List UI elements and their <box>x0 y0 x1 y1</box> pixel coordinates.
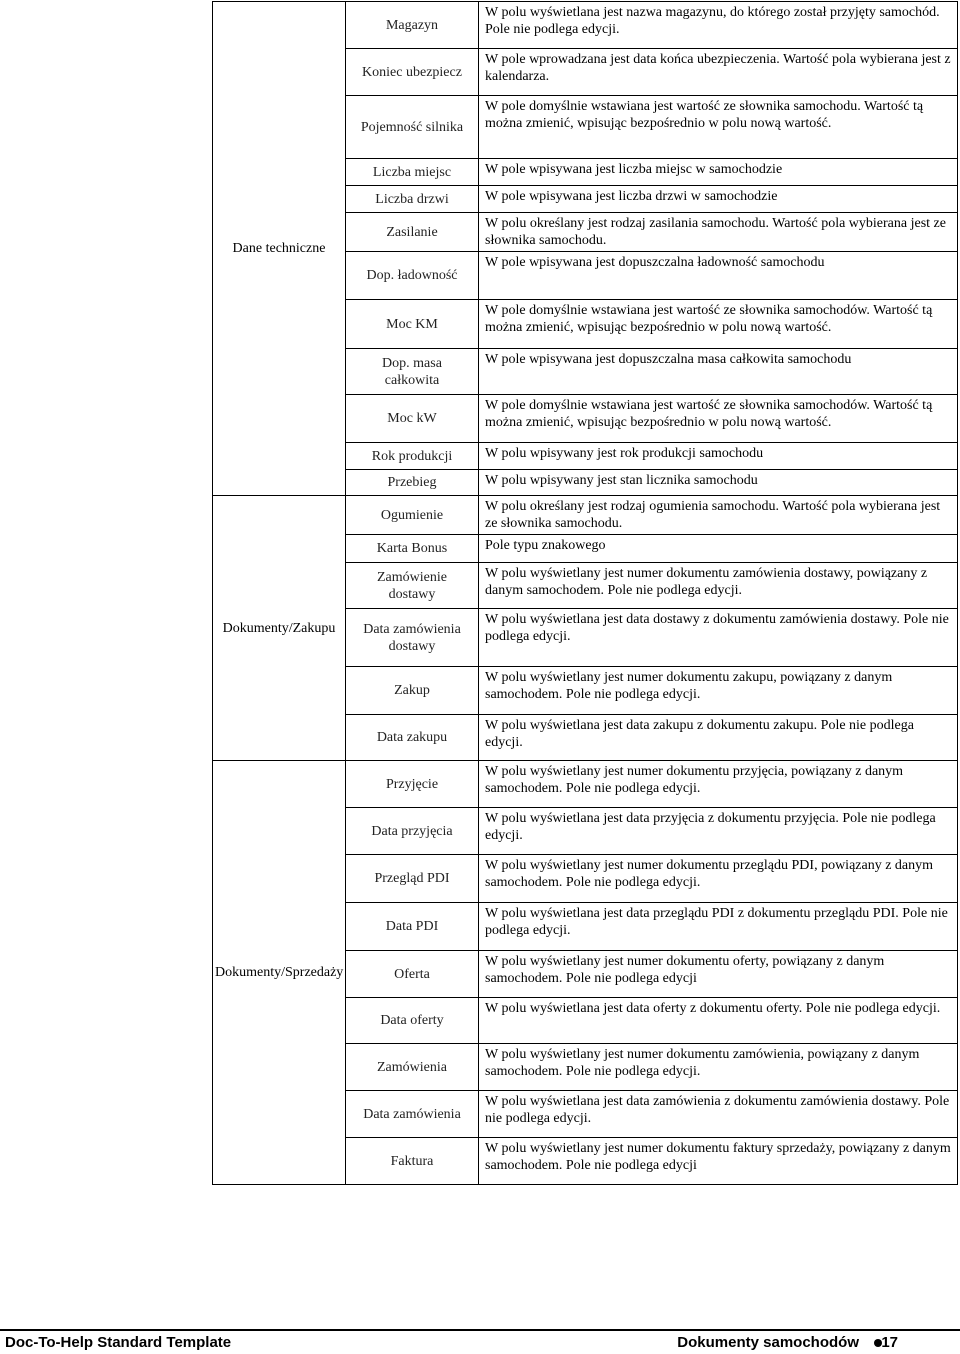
field-name-cell: Liczba drzwi <box>346 186 479 213</box>
field-description-cell: W polu wyświetlana jest data przyjęcia z dokumentu przyjęcia. Pole nie podlega edycji. <box>479 808 958 855</box>
field-name-cell: Przyjęcie <box>346 761 479 808</box>
field-name-cell: Karta Bonus <box>346 535 479 563</box>
group-cell: Dokumenty/Sprzedaży <box>213 761 346 1185</box>
field-description-cell: W pole wpisywana jest dopuszczalna masa całkowita samochodu <box>479 349 958 395</box>
field-name-cell: Rok produkcji <box>346 443 479 470</box>
field-description-cell: W polu wyświetlana jest data oferty z dokumentu oferty. Pole nie podlega edycji. <box>479 998 958 1044</box>
field-name-cell: Dop. ładowność <box>346 252 479 300</box>
field-name-cell: Pojemność silnika <box>346 96 479 159</box>
field-name-cell: Moc KM <box>346 300 479 349</box>
field-description-cell: W pole wprowadzana jest data końca ubezpieczenia. Wartość pola wybierana jest z kalendarza. <box>479 49 958 96</box>
field-name-cell: Magazyn <box>346 2 479 49</box>
field-description-table <box>212 1 958 1185</box>
field-name-cell: Przegląd PDI <box>346 855 479 903</box>
field-name-cell: Data zamówienia <box>346 1091 479 1138</box>
field-description-cell: W polu wyświetlana jest data przeglądu PDI z dokumentu przeglądu PDI. Pole nie podlega edycji. <box>479 903 958 951</box>
field-description-cell: W polu wyświetlany jest numer dokumentu oferty, powiązany z danym samochodem. Pole nie podlega edycji <box>479 951 958 998</box>
field-name-cell: Ogumienie <box>346 496 479 535</box>
field-name-cell: Dop. masa całkowita <box>346 349 479 395</box>
field-description-cell: W pole domyślnie wstawiana jest wartość ze słownika samochodów. Wartość tą można zmienić, wpisując bezpośrednio w polu nową wartość. <box>479 395 958 443</box>
group-cell: Dokumenty/Zakupu <box>213 496 346 761</box>
field-description-cell: W pole domyślnie wstawiana jest wartość ze słownika samochodu. Wartość tą można zmienić, wpisując bezpośrednio w polu nową wartość. <box>479 96 958 159</box>
table-row <box>213 761 958 808</box>
field-description-cell: Pole typu znakowego <box>479 535 958 563</box>
footer-template-name: Doc-To-Help Standard Template <box>5 1334 232 1351</box>
field-name-cell: Data PDI <box>346 903 479 951</box>
group-cell: Dane techniczne <box>213 2 346 496</box>
table-row <box>213 2 958 49</box>
field-name-cell: Faktura <box>346 1138 479 1185</box>
field-description-cell: W polu wyświetlana jest data dostawy z dokumentu zamówienia dostawy. Pole nie podlega edycji. <box>479 609 958 667</box>
field-description-cell: W polu wyświetlany jest numer dokumentu przeglądu PDI, powiązany z danym samochodem. Pole nie podlega edycji. <box>479 855 958 903</box>
field-description-cell: W polu wyświetlany jest numer dokumentu przyjęcia, powiązany z danym samochodem. Pole nie podlega edycji. <box>479 761 958 808</box>
field-name-cell: Koniec ubezpiecz <box>346 49 479 96</box>
field-name-cell: Oferta <box>346 951 479 998</box>
field-description-cell: W polu wyświetlana jest nazwa magazynu, do którego został przyjęty samochód. Pole nie podlega edycji. <box>479 2 958 49</box>
page-number: 17 <box>881 1334 898 1351</box>
field-description-cell: W polu określany jest rodzaj ogumienia samochodu. Wartość pola wybierana jest ze słownika samochodu. <box>479 496 958 535</box>
field-description-cell: W pole wpisywana jest liczba drzwi w samochodzie <box>479 186 958 213</box>
field-description-cell: W polu wyświetlany jest numer dokumentu faktury sprzedaży, powiązany z danym samochodem. Pole nie podlega edycji <box>479 1138 958 1185</box>
field-name-cell: Data zakupu <box>346 715 479 761</box>
field-name-cell: Moc kW <box>346 395 479 443</box>
field-name-cell: Zamówienie dostawy <box>346 563 479 609</box>
field-description-cell: W polu wyświetlany jest numer dokumentu zamówienia, powiązany z danym samochodem. Pole nie podlega edycji. <box>479 1044 958 1091</box>
field-description-cell: W polu wyświetlana jest data zamówienia z dokumentu zamówienia dostawy. Pole nie podlega edycji. <box>479 1091 958 1138</box>
footer-chapter-title: Dokumenty samochodów <box>677 1334 859 1351</box>
field-description-cell: W polu wyświetlana jest data zakupu z dokumentu zakupu. Pole nie podlega edycji. <box>479 715 958 761</box>
field-name-cell: Data przyjęcia <box>346 808 479 855</box>
field-name-cell: Liczba miejsc <box>346 159 479 186</box>
table-row <box>213 496 958 535</box>
field-description-cell: W pole wpisywana jest liczba miejsc w samochodzie <box>479 159 958 186</box>
field-name-cell: Zamówienia <box>346 1044 479 1091</box>
field-description-cell: W pole wpisywana jest dopuszczalna ładowność samochodu <box>479 252 958 300</box>
page-footer <box>0 1329 960 1353</box>
field-description-cell: W polu określany jest rodzaj zasilania samochodu. Wartość pola wybierana jest ze słownika samochodu. <box>479 213 958 252</box>
field-name-cell: Zakup <box>346 667 479 715</box>
field-name-cell: Data zamówienia dostawy <box>346 609 479 667</box>
field-name-cell: Zasilanie <box>346 213 479 252</box>
field-name-cell: Data oferty <box>346 998 479 1044</box>
field-description-cell: W pole domyślnie wstawiana jest wartość ze słownika samochodów. Wartość tą można zmienić, wpisując bezpośrednio w polu nową wartość. <box>479 300 958 349</box>
field-description-cell: W polu wpisywany jest stan licznika samochodu <box>479 470 958 496</box>
field-description-cell: W polu wyświetlany jest numer dokumentu zakupu, powiązany z danym samochodem. Pole nie podlega edycji. <box>479 667 958 715</box>
field-description-cell: W polu wyświetlany jest numer dokumentu zamówienia dostawy, powiązany z danym samochodem. Pole nie podlega edycji. <box>479 563 958 609</box>
field-name-cell: Przebieg <box>346 470 479 496</box>
field-description-cell: W polu wpisywany jest rok produkcji samochodu <box>479 443 958 470</box>
